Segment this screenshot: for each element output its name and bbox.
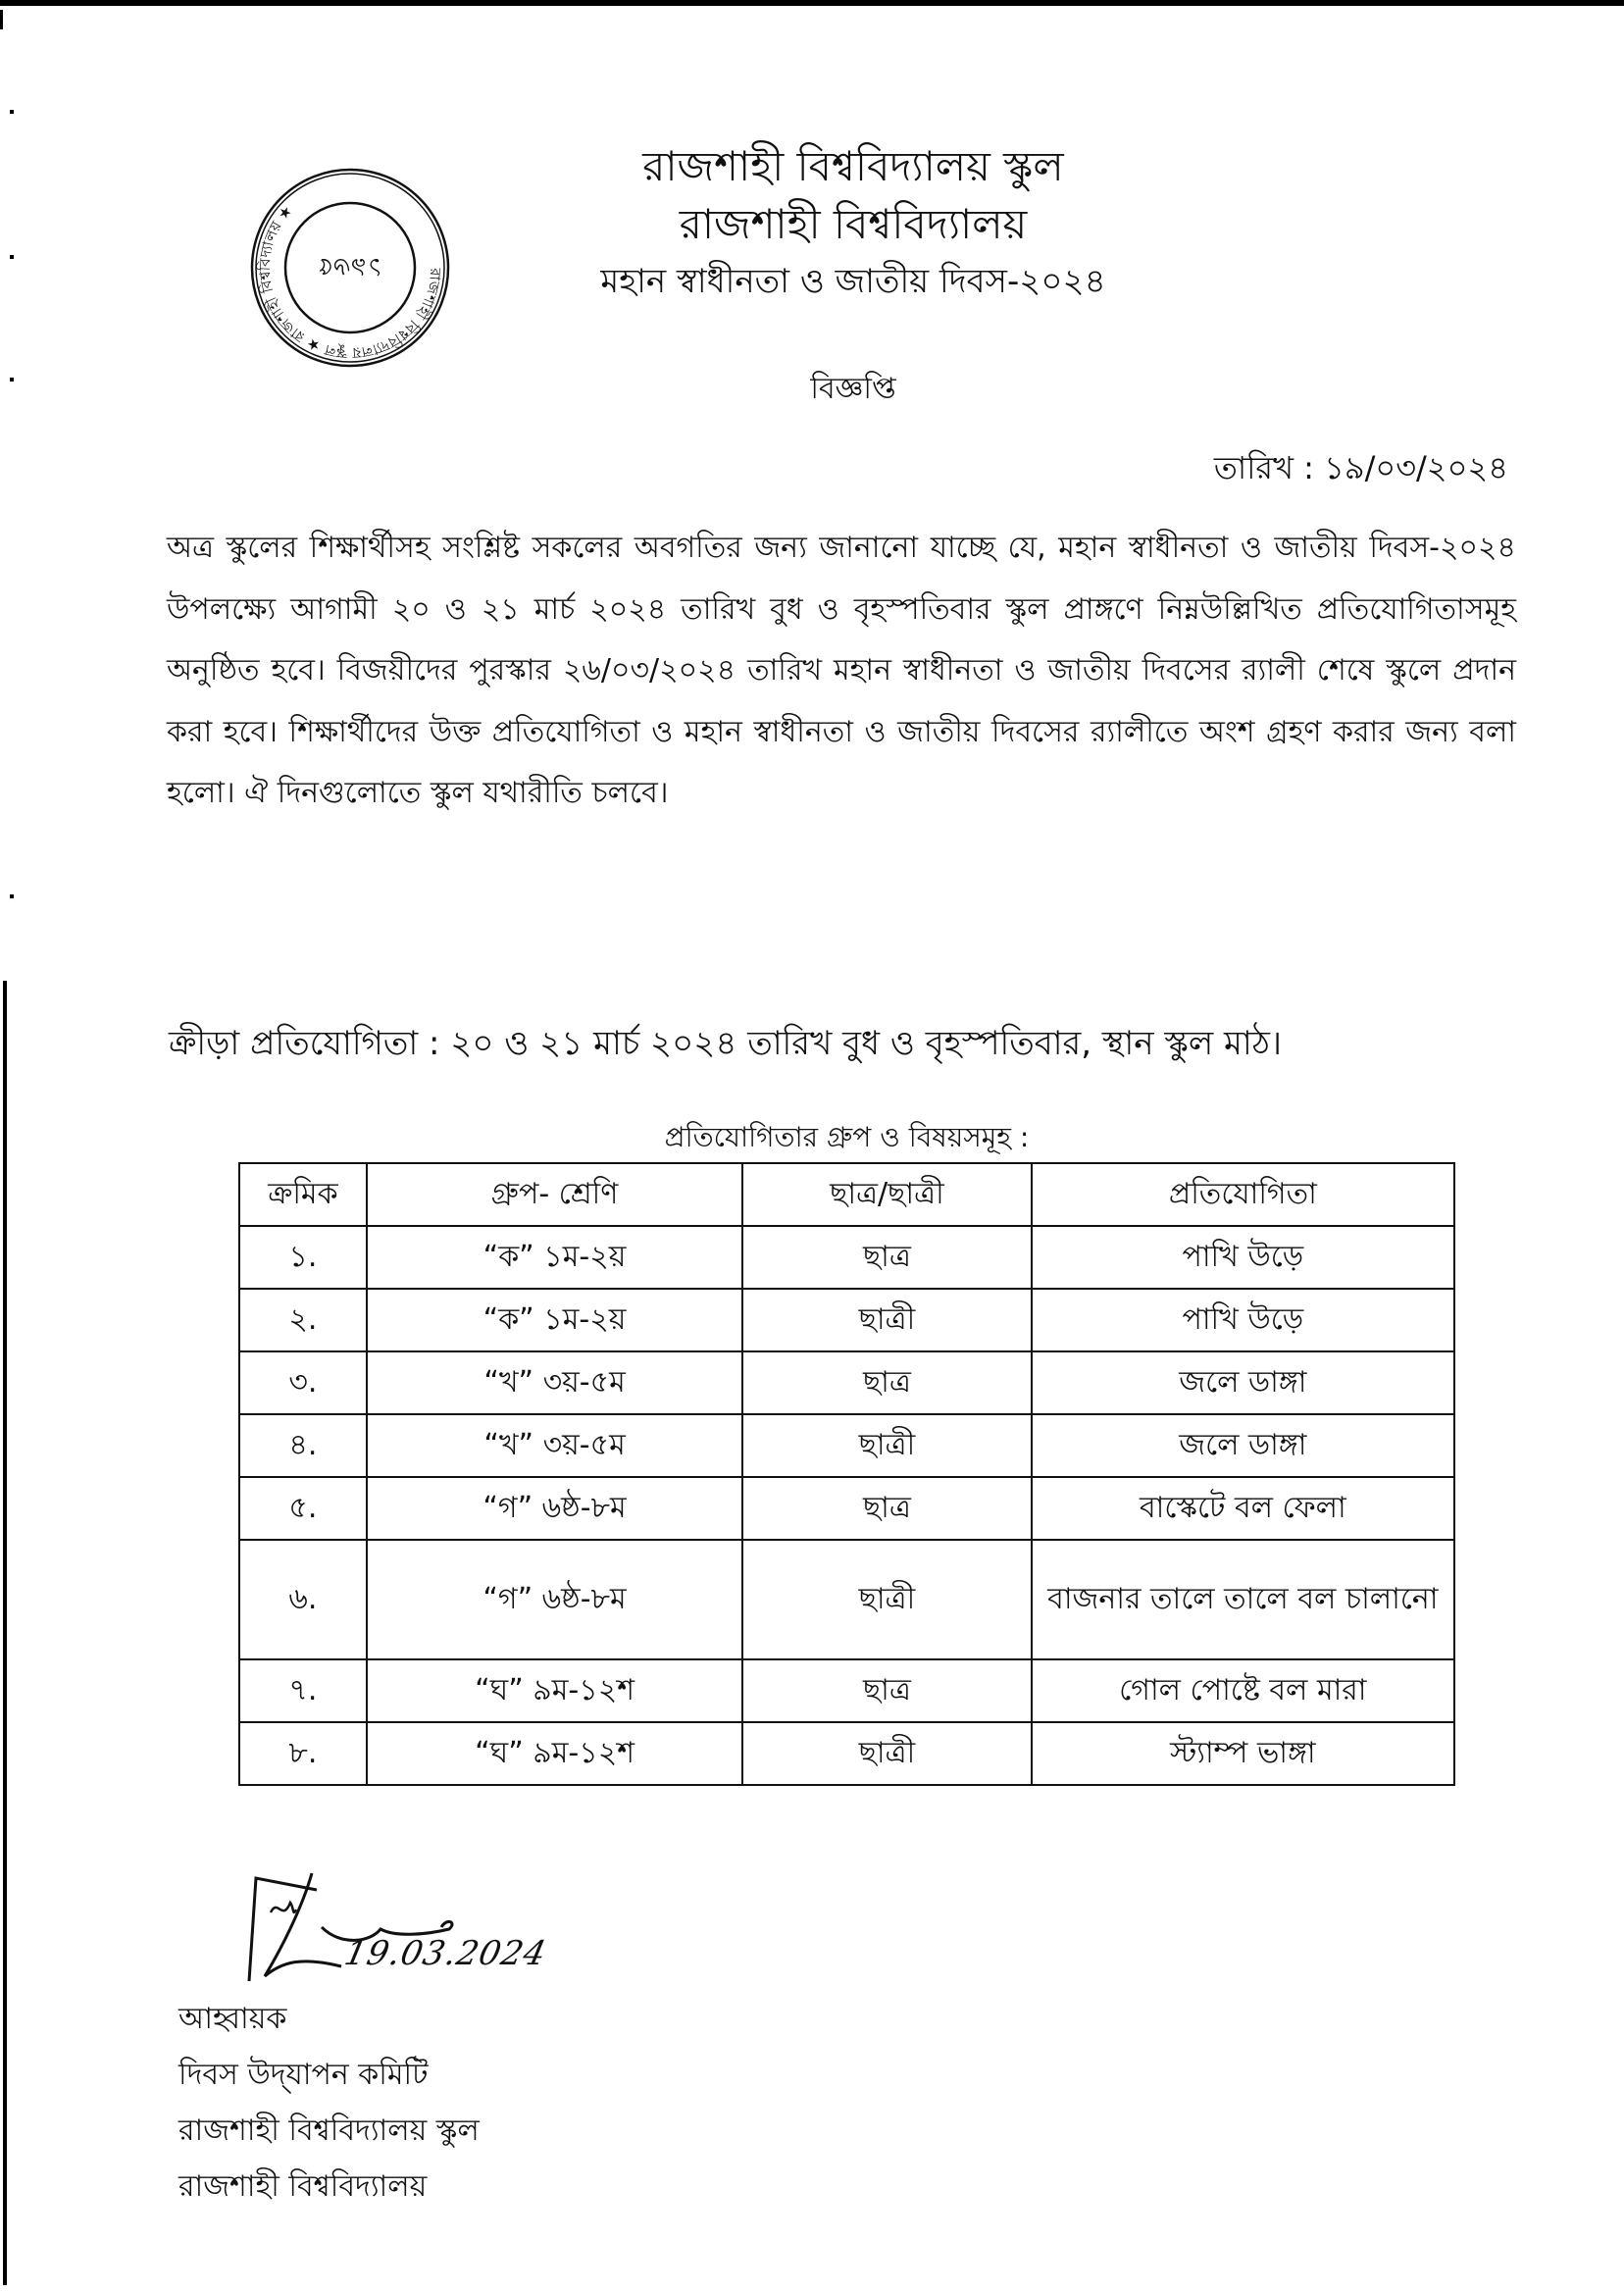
letterhead	[490, 137, 1216, 310]
scan-speck	[10, 110, 14, 114]
cell-gender: ছাত্রী	[742, 1289, 1031, 1351]
school-seal-stamp	[247, 165, 453, 371]
scan-edge-left	[3, 981, 7, 2285]
signature-date: 19.03.2024	[340, 1934, 550, 1973]
cell-group: “ঘ” ৯ম-১২শ	[367, 1722, 742, 1785]
cell-serial: ৪.	[239, 1414, 367, 1477]
table-header-row	[239, 1163, 1454, 1226]
notice-body: অত্র স্কুলের শিক্ষার্থীসহ সংশ্লিষ্ট সকলের অবগতির জন্য জানানো যাচ্ছে যে, মহান স্বাধীনতা ও জাতীয় দিবস-২০২৪ উপলক্ষ্যে আগামী ২০ ও ২১ মার্চ ২০২৪ তারিখ বুধ ও বৃহস্পতিবার স্কুল প্রাঙ্গণে নিম্নউল্লিখিত প্রতিযোগিতাসমূহ অনুষ্ঠিত হবে। বিজয়ীদের পুরস্কার ২৬/০৩/২০২৪ তারিখ মহান স্বাধীনতা ও জাতীয় দিবসের র‍্যালী শেষে স্কুলে প্রদান করা হবে। শিক্ষার্থীদের উক্ত প্রতিযোগিতা ও মহান স্বাধীনতা ও জাতীয় দিবসের র‍্যালীতে অংশ গ্রহণ করার জন্য বলা হলো। ঐ দিনগুলোতে স্কুল যথারীতি চলবে।	[167, 531, 1516, 810]
cell-event: গোল পোষ্টে বল মারা	[1032, 1659, 1454, 1722]
header-group-class: গ্রুপ- শ্রেণি	[367, 1163, 742, 1226]
table-row	[239, 1414, 1454, 1477]
cell-serial: ৬.	[239, 1540, 367, 1659]
cell-event: বাজনার তালে তালে বল চালানো	[1032, 1540, 1454, 1659]
table-row	[239, 1351, 1454, 1414]
table-row	[239, 1226, 1454, 1289]
cell-group: “ঘ” ৯ম-১২শ	[367, 1659, 742, 1722]
seal-ring-text: রাজশাহী বিশ্ববিদ্যালয় স্কুল ★ রাজশাহী বিশ্ববিদ্যালয় ★	[255, 201, 445, 363]
cell-group: “গ” ৬ষ্ঠ-৮ম	[367, 1540, 742, 1659]
sports-details: : ২০ ও ২১ মার্চ ২০২৪ তারিখ বুধ ও বৃহস্পতিবার, স্থান স্কুল মাঠ।	[418, 1024, 1283, 1063]
cell-group: “ক” ১ম-২য়	[367, 1226, 742, 1289]
scan-edge-left-top	[0, 10, 3, 29]
table-caption: প্রতিযোগিতার গ্রুপ ও বিষয়সমূহ :	[664, 1121, 1030, 1153]
cell-serial: ৮.	[239, 1722, 367, 1785]
cell-gender: ছাত্রী	[742, 1414, 1031, 1477]
cell-serial: ১.	[239, 1226, 367, 1289]
cell-serial: ৫.	[239, 1477, 367, 1540]
table-row	[239, 1722, 1454, 1785]
notice-label: বিজ্ঞপ্তি	[810, 372, 896, 406]
cell-gender: ছাত্র	[742, 1226, 1031, 1289]
seal-center-text: ১৯৬৫	[317, 252, 383, 281]
cell-group: “গ” ৬ষ্ঠ-৮ম	[367, 1477, 742, 1540]
cell-gender: ছাত্র	[742, 1351, 1031, 1414]
header-serial: ক্রমিক	[239, 1163, 367, 1226]
sports-competition-heading	[169, 1018, 1282, 1074]
school-name: রাজশাহী বিশ্ববিদ্যালয় স্কুল	[642, 142, 1064, 190]
signatory-university: রাজশাহী বিশ্ববিদ্যালয়	[178, 2169, 428, 2204]
notice-date: তারিখ : ১৯/০৩/২০২৪	[1213, 449, 1508, 486]
cell-event: পাখি উড়ে	[1032, 1226, 1454, 1289]
university-name: রাজশাহী বিশ্ববিদ্যালয়	[679, 200, 1028, 248]
cell-gender: ছাত্রী	[742, 1722, 1031, 1785]
cell-gender: ছাত্র	[742, 1477, 1031, 1540]
event-title: মহান স্বাধীনতা ও জাতীয় দিবস-২০২৪	[600, 262, 1106, 301]
scan-edge-top	[0, 0, 1624, 6]
scan-speck	[10, 894, 14, 898]
seal-icon	[247, 165, 453, 371]
cell-serial: ৩.	[239, 1351, 367, 1414]
signatory-block	[178, 1991, 480, 2215]
cell-event: জলে ডাঙ্গা	[1032, 1351, 1454, 1414]
cell-group: “খ” ৩য়-৫ম	[367, 1351, 742, 1414]
competition-table	[238, 1162, 1455, 1786]
signatory-school: রাজশাহী বিশ্ববিদ্যালয় স্কুল	[178, 2114, 480, 2148]
cell-event: বাস্কেটে বল ফেলা	[1032, 1477, 1454, 1540]
table-row	[239, 1659, 1454, 1722]
scan-speck	[10, 378, 14, 382]
cell-serial: ২.	[239, 1289, 367, 1351]
sports-label: ক্রীড়া প্রতিযোগিতা	[169, 1024, 419, 1063]
table-row	[239, 1477, 1454, 1540]
header-competition: প্রতিযোগিতা	[1032, 1163, 1454, 1226]
cell-event: পাখি উড়ে	[1032, 1289, 1454, 1351]
header-gender: ছাত্র/ছাত্রী	[742, 1163, 1031, 1226]
signatory-title: আহ্বায়ক	[178, 2002, 287, 2036]
cell-group: “খ” ৩য়-৫ম	[367, 1414, 742, 1477]
table-row	[239, 1289, 1454, 1351]
cell-gender: ছাত্রী	[742, 1540, 1031, 1659]
signatory-committee: দিবস উদ্‌যাপন কমিটি	[178, 2058, 429, 2092]
scan-speck	[10, 255, 14, 259]
cell-group: “ক” ১ম-২য়	[367, 1289, 742, 1351]
table-row	[239, 1540, 1454, 1659]
cell-event: স্ট্যাম্প ভাঙ্গা	[1032, 1722, 1454, 1785]
cell-gender: ছাত্র	[742, 1659, 1031, 1722]
cell-event: জলে ডাঙ্গা	[1032, 1414, 1454, 1477]
cell-serial: ৭.	[239, 1659, 367, 1722]
